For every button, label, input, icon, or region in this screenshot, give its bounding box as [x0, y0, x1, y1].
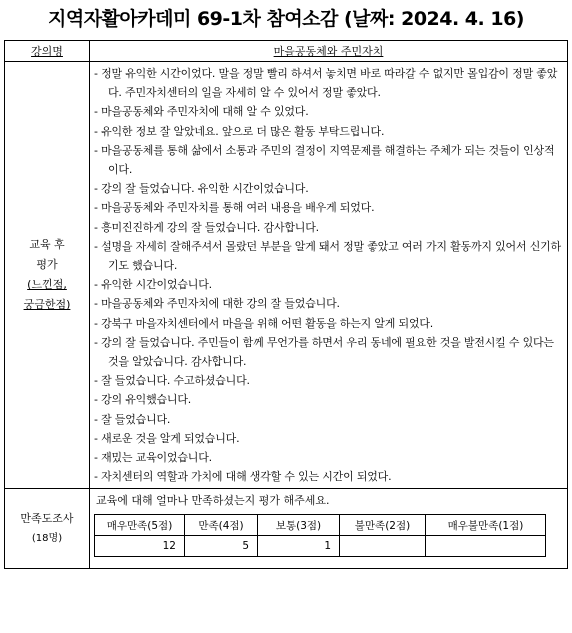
lecture-name-value: 마을공동체와 주민자치: [90, 41, 568, 62]
feedback-item: - 흥미진진하게 강의 잘 들었습니다. 감사합니다.: [94, 218, 561, 237]
feedback-item: - 마을공동체를 통해 삶에서 소통과 주민의 결정이 지역문제를 해결하는 주체가 되는 것들이 인상적이다.: [94, 141, 561, 179]
feedback-item: - 마을공동체와 주민자치에 대해 알 수 있었다.: [94, 102, 561, 121]
evaluation-label: 교육 후 평가 (느낀점, 궁금한점): [5, 62, 90, 489]
feedback-item: - 강북구 마을자치센터에서 마을을 위해 어떤 활동을 하는지 알게 되었다.: [94, 314, 561, 333]
survey-header-satisfied: 만족(4점): [185, 515, 258, 536]
lecture-name-header: 강의명: [5, 41, 90, 62]
header-row: [5, 41, 568, 62]
survey-header-neutral: 보통(3점): [258, 515, 340, 536]
survey-value-neutral: 1: [258, 536, 340, 557]
survey-header-dissatisfied: 불만족(2점): [340, 515, 426, 536]
feedback-item: - 마을공동체와 주민자치에 대한 강의 잘 들었습니다.: [94, 294, 561, 313]
feedback-item: - 설명을 자세히 잘해주셔서 몰랐던 부분을 알게 돼서 정말 좋았고 여러 가지 활동까지 있어서 신기하기도 했습니다.: [94, 237, 561, 275]
feedback-item: - 잘 들었습니다. 수고하셨습니다.: [94, 371, 561, 390]
survey-row: [5, 489, 568, 569]
survey-value-dissatisfied: [340, 536, 426, 557]
feedback-item: - 강의 잘 들었습니다. 주민들이 함께 무언가를 하면서 우리 동네에 필요한 것을 발전시킬 수 있다는 것을 알았습니다. 감사합니다.: [94, 333, 561, 371]
survey-value-row: [95, 536, 546, 557]
survey-cell: [90, 489, 568, 569]
feedback-list: [90, 62, 567, 488]
feedback-item: - 정말 유익한 시간이었다. 말을 정말 빨리 하셔서 놓치면 바로 따라갈 수 없지만 몰입감이 정말 좋았다. 주민자치센터의 일을 자세히 알 수 있어서 정말 좋았다.: [94, 64, 561, 102]
survey-header-row: [95, 515, 546, 536]
survey-question: 교육에 대해 얼마나 만족하셨는지 평가 해주세요.: [96, 494, 330, 508]
survey-header-very-satisfied: 매우만족(5점): [95, 515, 185, 536]
survey-value-very-satisfied: 12: [95, 536, 185, 557]
document-title: 지역자활아카데미 69-1차 참여소감 (날짜: 2024. 4. 16): [48, 8, 524, 30]
feedback-item: - 강의 유익했습니다.: [94, 390, 561, 409]
feedback-item: - 강의 잘 들었습니다. 유익한 시간이었습니다.: [94, 179, 561, 198]
feedback-item: - 유익한 정보 잘 알았네요. 앞으로 더 많은 활동 부탁드립니다.: [94, 122, 561, 141]
feedback-item: - 재밌는 교육이었습니다.: [94, 448, 561, 467]
feedback-cell: [90, 62, 568, 489]
feedback-item: - 자치센터의 역할과 가치에 대해 생각할 수 있는 시간이 되었다.: [94, 467, 561, 486]
feedback-item: - 새로운 것을 알게 되었습니다.: [94, 429, 561, 448]
survey-table: [94, 514, 546, 557]
survey-label: 만족도조사 (18명): [5, 489, 90, 569]
feedback-item: - 마을공동체와 주민자치를 통해 여러 내용을 배우게 되었다.: [94, 198, 561, 217]
evaluation-row: [5, 62, 568, 489]
feedback-item: - 잘 들었습니다.: [94, 410, 561, 429]
survey-value-very-dissatisfied: [426, 536, 546, 557]
survey-value-satisfied: 5: [185, 536, 258, 557]
feedback-item: - 유익한 시간이었습니다.: [94, 275, 561, 294]
survey-header-very-dissatisfied: 매우불만족(1점): [426, 515, 546, 536]
feedback-table: [4, 40, 568, 569]
